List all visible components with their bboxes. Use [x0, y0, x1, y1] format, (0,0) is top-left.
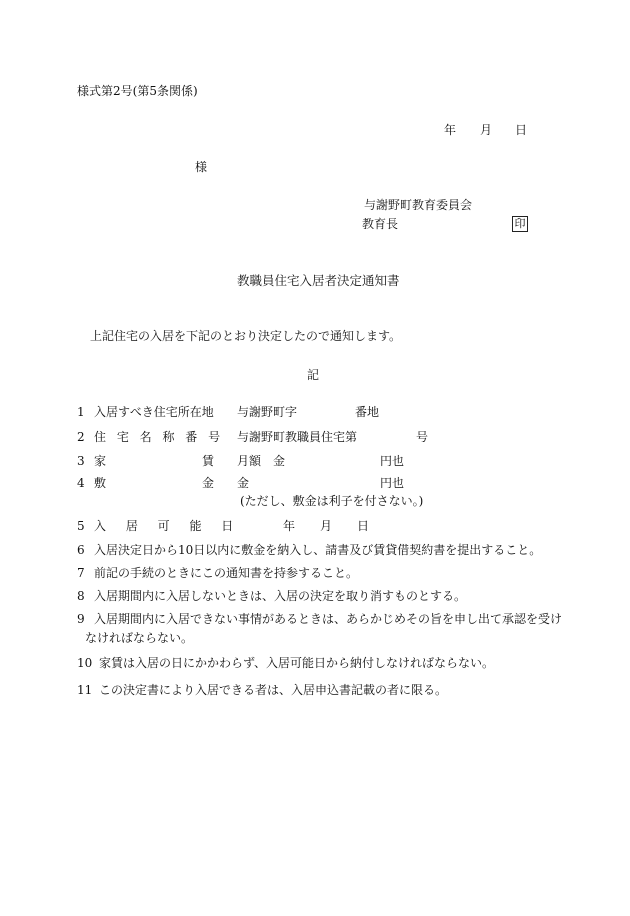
date-day-label: 日 — [515, 123, 528, 137]
item-number: 3 — [77, 454, 85, 468]
item-text: 前記の手続のときにこの通知書を持参すること。 — [94, 566, 359, 580]
item-label-last: 金 — [202, 476, 215, 490]
form-number: 様式第2号(第5条関係) — [77, 84, 198, 98]
date-year-label: 年 — [444, 123, 457, 137]
item-text-continued: なければならない。 — [85, 631, 194, 645]
seal-mark: 印 — [512, 216, 528, 232]
item-value: 金 — [237, 476, 250, 490]
item-label: 入居すべき住宅所在地 — [94, 405, 214, 419]
item-value: 与謝野町字 — [237, 405, 298, 419]
item-month-label: 月 — [320, 519, 333, 533]
item-number: 8 — [77, 589, 85, 603]
item-label: 入 居 可 能 日 — [94, 519, 242, 533]
item-note: (ただし、敷金は利子を付さない。) — [240, 494, 424, 508]
item-suffix: 円也 — [380, 476, 405, 490]
item-label-last: 賃 — [202, 454, 215, 468]
item-suffix: 号 — [416, 430, 429, 444]
intro-text: 上記住宅の入居を下記のとおり決定したので通知します。 — [90, 329, 402, 343]
item-day-label: 日 — [357, 519, 370, 533]
addressee-suffix: 様 — [195, 160, 208, 174]
item-suffix: 円也 — [380, 454, 405, 468]
item-label-first: 敷 — [94, 476, 107, 490]
date-month-label: 月 — [480, 123, 493, 137]
item-value: 与謝野町教職員住宅第 — [237, 430, 358, 444]
item-number: 1 — [77, 405, 85, 419]
item-value: 月額 金 — [237, 454, 286, 468]
item-number: 7 — [77, 566, 85, 580]
item-text: 家賃は入居の日にかかわらず、入居可能日から納付しなければならない。 — [99, 656, 495, 670]
item-number: 4 — [77, 476, 85, 490]
item-text: 入居決定日から10日以内に敷金を納入し、請書及び賃貸借契約書を提出すること。 — [94, 543, 542, 557]
document-title: 教職員住宅入居者決定通知書 — [237, 273, 400, 288]
item-year-label: 年 — [283, 519, 296, 533]
item-number: 9 — [77, 612, 85, 626]
item-number: 11 — [77, 683, 93, 697]
item-number: 6 — [77, 543, 85, 557]
issuer-organization: 与謝野町教育委員会 — [364, 198, 473, 212]
item-number: 10 — [77, 656, 93, 670]
issuer-title: 教育長 — [362, 217, 399, 231]
item-label: 住 宅 名 称 番 号 — [94, 430, 224, 444]
item-number: 5 — [77, 519, 85, 533]
item-text: 入居期間内に入居しないときは、入居の決定を取り消すものとする。 — [94, 589, 467, 603]
ki-heading: 記 — [307, 368, 320, 382]
item-number: 2 — [77, 430, 85, 444]
item-label-first: 家 — [94, 454, 107, 468]
item-text: 入居期間内に入居できない事情があるときは、あらかじめその旨を申し出て承認を受け — [94, 612, 563, 626]
item-text: この決定書により入居できる者は、入居申込書記載の者に限る。 — [99, 683, 448, 697]
item-suffix: 番地 — [355, 405, 380, 419]
